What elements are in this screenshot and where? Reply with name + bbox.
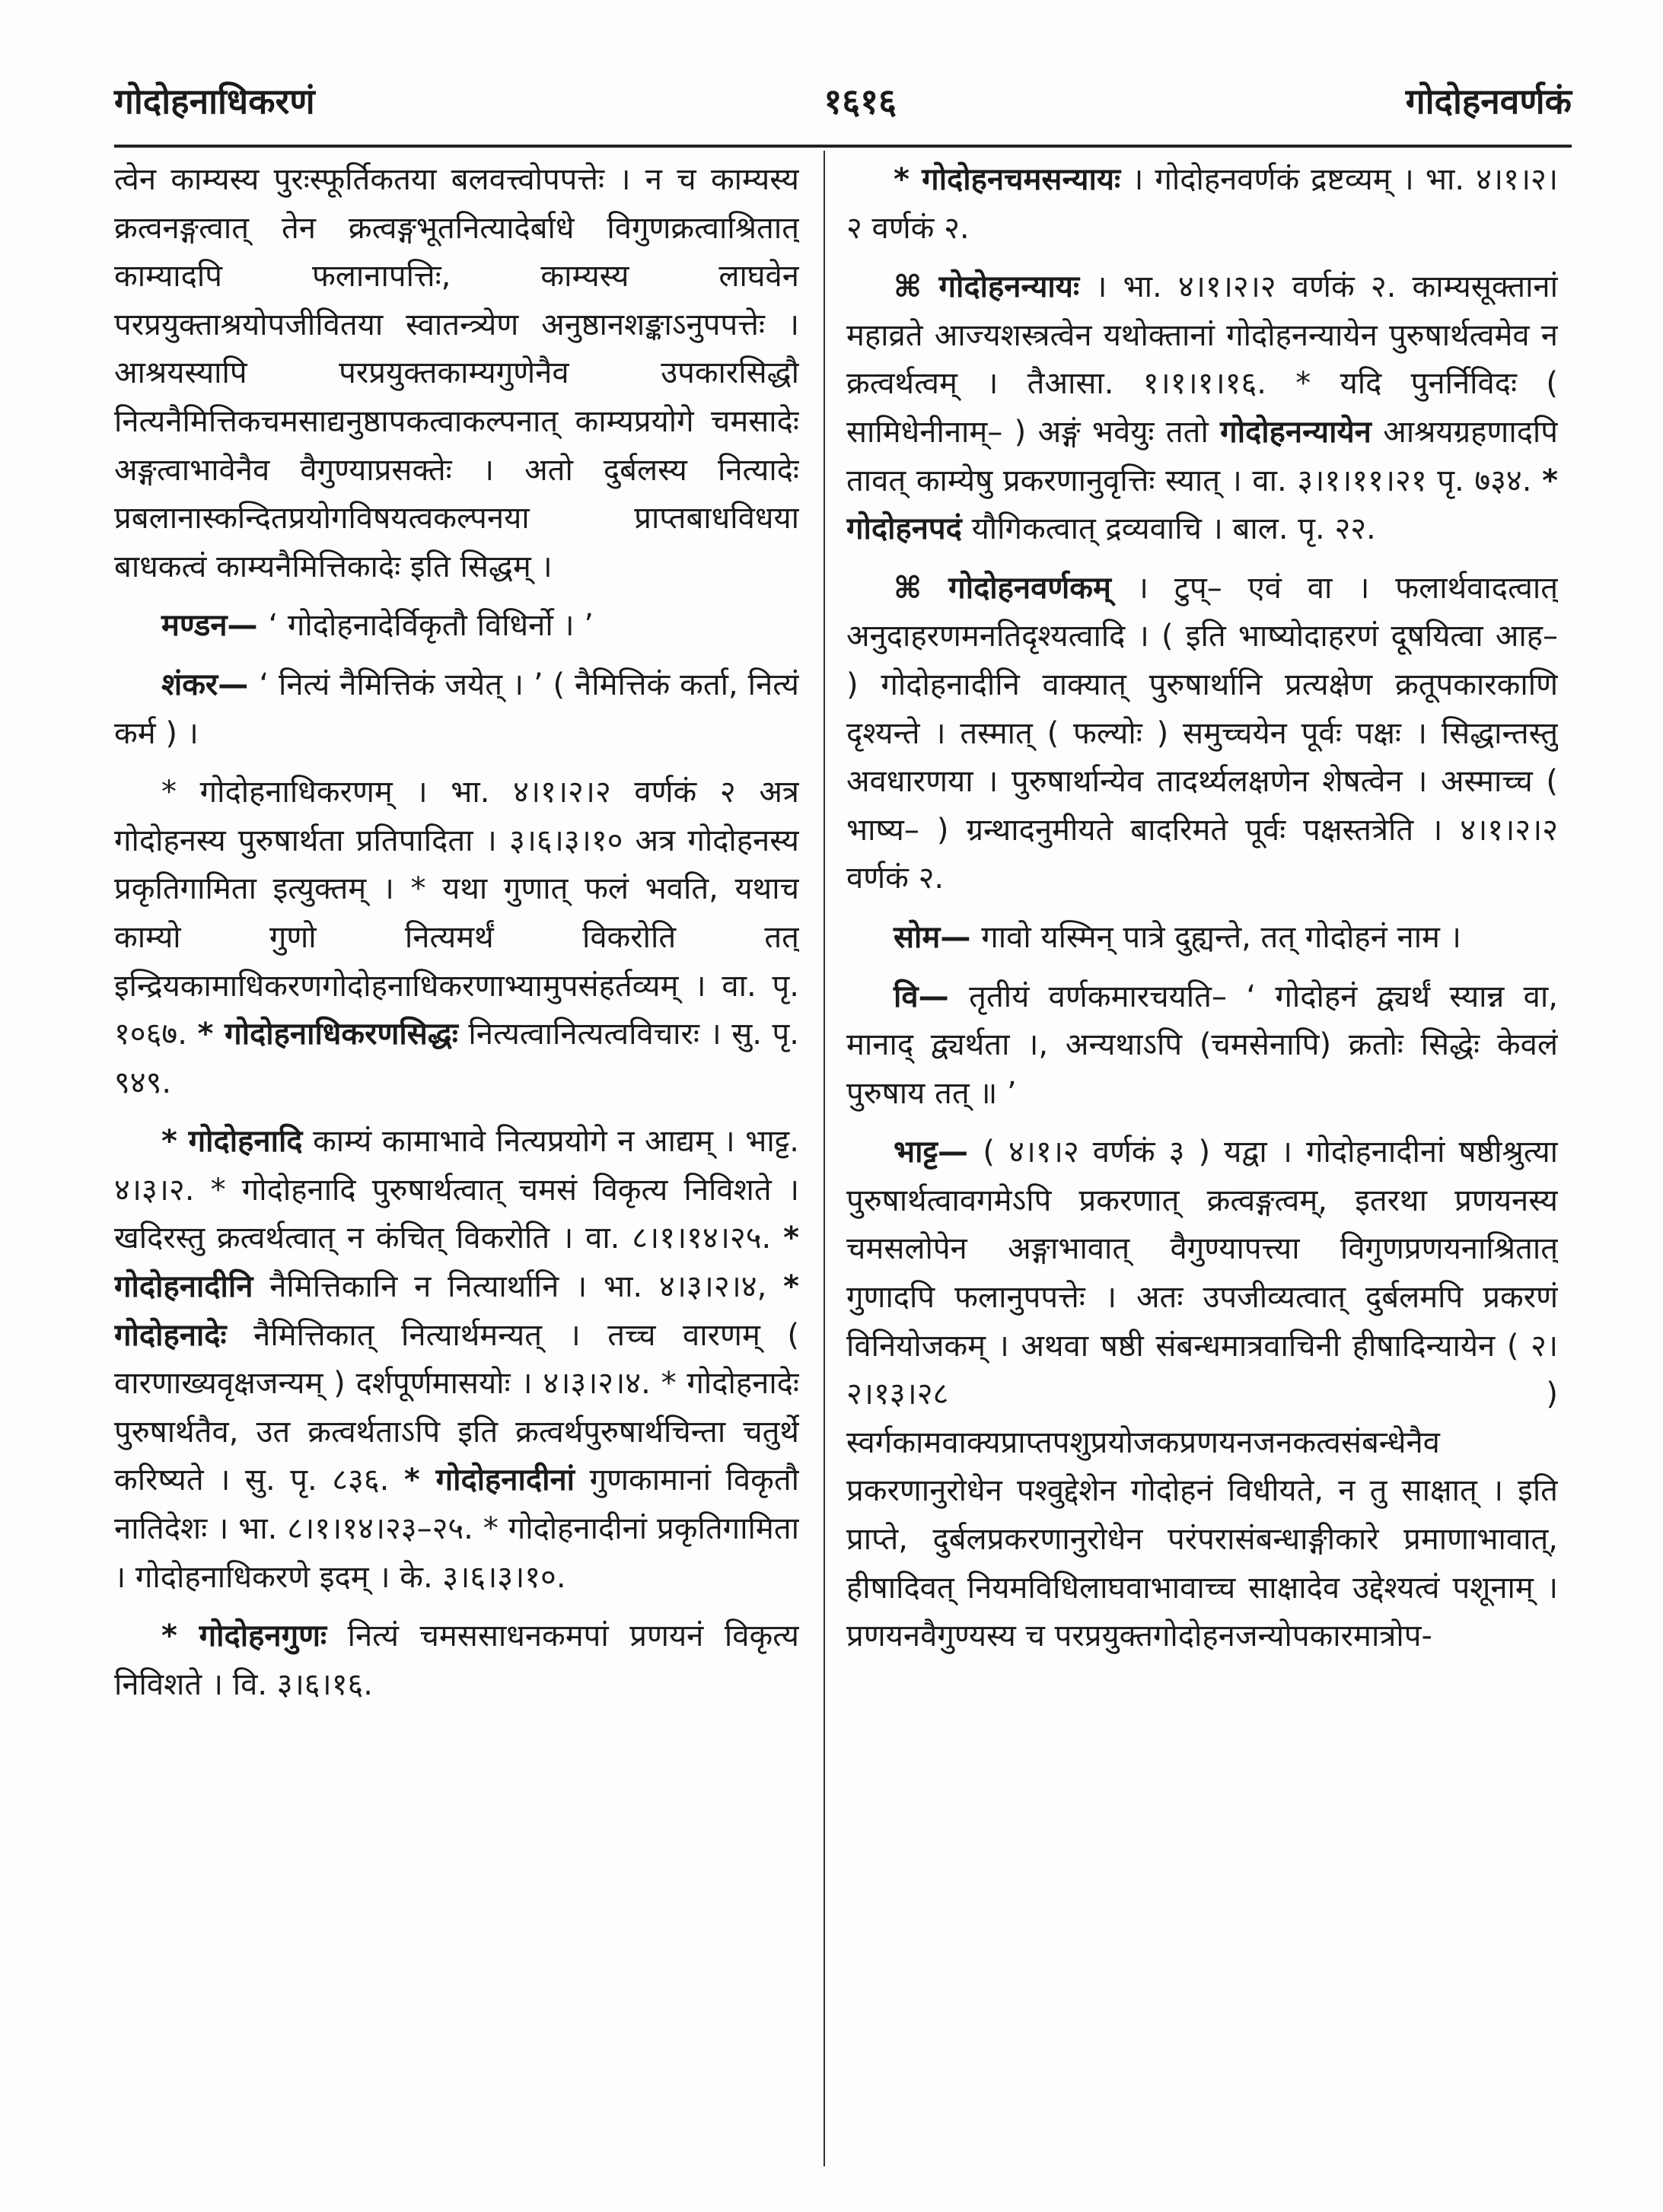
paragraph-text: नित्यं चमससाधनकमपां प्रणयनं विकृत्य निविशते । वि. ३।६।१६. — [114, 1618, 799, 1702]
left-column-paragraph — [114, 156, 799, 591]
bold-heading-text: * गोदोहनादीनि — [114, 1221, 799, 1305]
bold-heading-text: ⌘ गोदोहनवर्णकम् — [894, 570, 1111, 606]
bold-heading-text: मण्डन— — [161, 608, 269, 644]
bold-heading-text: ⌘ गोदोहनन्यायः — [894, 269, 1080, 305]
left-column-paragraph — [114, 602, 799, 651]
left-column-paragraph — [114, 1612, 799, 1709]
right-column-paragraph — [846, 565, 1558, 903]
paragraph-text: नैमित्तिकात् नित्यार्थमन्यत् । तच्च वारणम् ( वारणाख्यवृक्षजन्यम् ) दर्शपूर्णमासयोः । ४।३।२।४. * गोदोहनादेः पुरुषार्थतैव, उत क्रत्वर्थताऽपि इति क्रत्वर्थपुरुषार्थचिन्ता चतुर्थे करिष्यते । सु. पृ. ८३६. — [114, 1317, 799, 1498]
paragraph-text: ‘ गोदोहनादेर्विकृतौ विधिर्नो । ’ — [268, 608, 594, 644]
page-number: १६१६ — [824, 81, 897, 122]
bold-heading-text: * गोदोहनादेः — [114, 1269, 799, 1353]
header-right-title: गोदोहनवर्णकं — [1405, 81, 1572, 122]
bold-heading-text: सोम— — [894, 919, 982, 955]
paragraph-text: गावो यस्मिन् पात्रे दुह्यन्ते, तत् गोदोहनं नाम । — [981, 919, 1461, 955]
right-column — [846, 156, 1558, 2182]
paragraph-text: । भा. ४।१।२।२ वर्णकं २. काम्यसूक्तानां महाव्रते आज्यशस्त्रत्वेन यथोक्तानां गोदोहनन्यायेन पुरुषार्थत्वमेव न क्रत्वर्थत्वम् । तैआसा. १।१।१।१६. * यदि पुनर्निविदः ( सामिधेनीनाम्– ) अङ्गं भवेयुः ततो — [846, 269, 1558, 450]
paragraph-text: । गोदोहनवर्णकं द्रष्टव्यम् । भा. ४।१।२।२ वर्णकं २. — [846, 162, 1558, 246]
bold-heading-text: * गोदोहनचमसन्यायः — [894, 162, 1121, 197]
paragraph-text: ( ४।१।२ वर्णकं ३ ) यद्वा । गोदोहनादीनां षष्ठीश्रुत्या पुरुषार्थत्वावगमेऽपि प्रकरणात् क्रत्वङ्गत्वम्, इतरथा प्रणयनस्य चमसलोपेन अङ्गाभावात् वैगुण्यापत्त्या विगुणप्रणयनाश्रितात् गुणादपि फलानुपपत्तेः । अतः उपजीव्यत्वात् दुर्बलमपि प्रकरणं विनियोजकम् । अथवा षष्ठी संबन्धमात्रवाचिनी हीषादिन्यायेन ( २।२।१३।२८ ) स्वर्गकामवाक्यप्राप्तपशुप्रयोजकप्रणयनजनकत्वसंबन्धेनैव प्रकरणानुरोधेन पश्वुद्देशेन गोदोहनं विधीयते, न तु साक्षात् । इति प्राप्ते, दुर्बलप्रकरणानुरोधेन परंपरासंबन्धाङ्गीकारे प्रमाणाभावात्, हीषादिवत् नियमविधिलाघवाभावाच्च साक्षादेव उद्देश्यत्वं पशूनाम् । प्रणयनवैगुण्यस्य च परप्रयुक्तगोदोहनजन्योपकारमात्रोप- — [846, 1135, 1558, 1654]
bold-heading-text: भाट्ट— — [894, 1135, 983, 1170]
bold-heading-text: * गोदोहनादीनां — [403, 1462, 575, 1498]
paragraph-text: । टुप्– एवं वा । फलार्थवादत्वात् अनुदाहरणमनतिदृश्यत्वादि । ( इति भाष्योदाहरणं दूषयित्वा आह– ) गोदोहनादीनि वाक्यात् पुरुषार्थानि प्रत्यक्षेण क्रतूपकारकाणि दृश्यन्ते । तस्मात् ( फल्योः ) समुच्चयेन पूर्वः पक्षः । सिद्धान्तस्तु अवधारणया । पुरुषार्थान्येव तादर्थ्यलक्षणेन शेषत्वेन । अस्माच्च ( भाष्य– ) ग्रन्थादनुमीयते बादरिमते पूर्वः पक्षस्तत्रेति । ४।१।२।२ वर्णकं २. — [846, 570, 1558, 896]
bold-heading-text: वि— — [894, 979, 970, 1014]
header-left-title: गोदोहनाधिकरणं — [114, 81, 315, 122]
paragraph-text: यौगिकत्वात् द्रव्यवाचि । बाल. पृ. २२. — [961, 511, 1376, 547]
bold-heading-text: * गोदोहनपदं — [846, 463, 1558, 547]
right-column-paragraph — [846, 156, 1558, 253]
paragraph-text: नैमित्तिकानि न नित्यार्थानि । भा. ४।३।२।४, — [253, 1269, 784, 1305]
bold-heading-text: * गोदोहनाधिकरणसिद्धः — [197, 1017, 458, 1052]
right-column-paragraph — [846, 914, 1558, 963]
paragraph-text: ‘ नित्यं नैमित्तिकं जयेत् । ’ ( नैमित्तिकं कर्ता, नित्यं कर्म ) । — [114, 667, 799, 751]
running-header — [114, 70, 1572, 131]
left-column-paragraph — [114, 1118, 799, 1602]
right-column-paragraph — [846, 1128, 1558, 1661]
paragraph-text: * गोदोहनाधिकरणम् । भा. ४।१।२।२ वर्णकं २ अत्र गोदोहनस्य पुरुषार्थता प्रतिपादिता । ३।६।३।१० अत्र गोदोहनस्य प्रकृतिगामिता इत्युक्तम् । * यथा गुणात् फलं भवति, यथाच काम्यो गुणो नित्यमर्थं विकरोति तत् इन्द्रियकामाधिकरणगोदोहनाधिकरणाभ्यामुपसंहर्तव्यम् । वा. पृ. १०६७. — [114, 775, 799, 1052]
bold-heading-text: * गोदोहनगुणः — [161, 1618, 327, 1654]
right-column-paragraph — [846, 263, 1558, 554]
paragraph-text: गुणकामानां विकृतौ नातिदेशः । भा. ८।१।१४।२३–२५. * गोदोहनादीनां प्रकृतिगामिता । गोदोहनाधिकरणे इदम् । के. ३।६।३।१०. — [114, 1462, 799, 1595]
left-column-paragraph — [114, 661, 799, 758]
left-column-paragraph — [114, 769, 799, 1107]
paragraph-text: काम्यं कामाभावे नित्यप्रयोगे न आद्यम् । भाट्ट. ४।३।२. * गोदोहनादि पुरुषार्थत्वात् चमसं विकृत्य निविशते । खदिरस्तु क्रत्वर्थत्वात् न कंचित् विकरोति । वा. ८।१।१४।२५. — [114, 1124, 799, 1256]
paragraph-text: तृतीयं वर्णकमारचयति– ‘ गोदोहनं द्व्यर्थं स्यान्न वा, मानाद् द्व्यर्थता ।, अन्यथाऽपि (चमसेनापि) क्रतोः सिद्धेः केवलं पुरुषाय तत् ॥ ’ — [846, 979, 1558, 1111]
paragraph-text: आश्रयग्रहणादपि तावत् काम्येषु प्रकरणानुवृत्तिः स्यात् । वा. ३।१।११।२१ पृ. ७३४. — [846, 414, 1558, 498]
paragraph-text: त्वेन काम्यस्य पुरःस्फूर्तिकतया बलवत्त्वोपपत्तेः । न च काम्यस्य क्रत्वनङ्गत्वात् तेन क्रत्वङ्गभूतनित्यादेर्बाधे विगुणक्रत्वाश्रितात् काम्यादपि फलानापत्तिः, काम्यस्य लाघवेन परप्रयुक्ताश्रयोपजीवितया स्वातन्त्र्येण अनुष्ठानशङ्काऽनुपपत्तेः । आश्रयस्यापि परप्रयुक्तकाम्यगुणेनैव उपकारसिद्धौ नित्यनैमित्तिकचमसाद्यनुष्ठापकत्वाकल्पनात् काम्यप्रयोगे चमसादेः अङ्गत्वाभावेनैव वैगुण्याप्रसक्तेः । अतो दुर्बलस्य नित्यादेः प्रबलानास्कन्दितप्रयोगविषयत्वकल्पनया प्राप्तबाधविधया बाधकत्वं काम्यनैमित्तिकादेः इति सिद्धम् । — [114, 162, 799, 584]
bold-heading-text: * गोदोहनादि — [161, 1124, 303, 1160]
left-column — [114, 156, 799, 2182]
column-divider — [824, 151, 825, 2166]
right-column-paragraph — [846, 973, 1558, 1119]
bold-heading-text: गोदोहनन्यायेन — [1220, 414, 1371, 450]
bold-heading-text: शंकर— — [161, 667, 260, 702]
paragraph-text: नित्यत्वानित्यत्वविचारः । सु. पृ. ९४९. — [114, 1017, 799, 1100]
header-rule — [114, 145, 1572, 148]
